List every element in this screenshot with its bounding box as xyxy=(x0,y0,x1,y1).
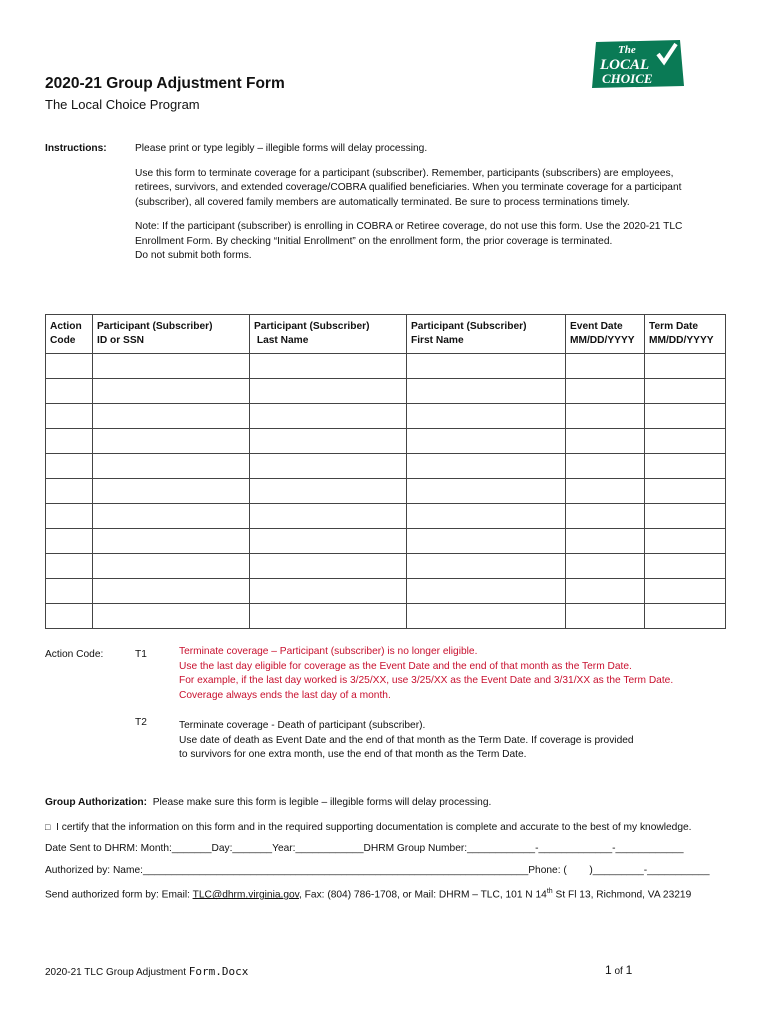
svg-text:CHOICE: CHOICE xyxy=(602,71,653,86)
last-name-cell[interactable] xyxy=(250,554,407,579)
first-name-cell[interactable] xyxy=(407,454,566,479)
first-name-cell[interactable] xyxy=(407,579,566,604)
authorized-by-line[interactable]: Authorized by: Name:____________________________________________________________________Phone: ( )_________-___________ xyxy=(45,865,710,876)
term-date-cell[interactable] xyxy=(645,429,726,454)
action-code-cell[interactable] xyxy=(46,404,93,429)
first-name-cell[interactable] xyxy=(407,479,566,504)
action-code-t1: T1 xyxy=(135,649,147,660)
action-code-cell[interactable] xyxy=(46,429,93,454)
date-sent-line[interactable]: Date Sent to DHRM: Month:_______Day:_______Year:____________DHRM Group Number:____________-_____________-____________ xyxy=(45,843,684,854)
term-date-cell[interactable] xyxy=(645,529,726,554)
last-name-cell[interactable] xyxy=(250,529,407,554)
action-code-cell[interactable] xyxy=(46,479,93,504)
action-code-t1-description: Terminate coverage – Participant (subscriber) is no longer eligible. Use the last day eligible for coverage as the Event Date and the end of that month as the Term Date. For example, if the last day worked is 3/25/XX, use 3/25/XX as the Event Date and 3/31/XX as the Term Date. Coverage always ends the last day of a month. xyxy=(179,646,674,701)
table-row xyxy=(46,354,726,379)
the-local-choice-logo xyxy=(588,38,686,90)
table-row xyxy=(46,604,726,629)
action-code-cell[interactable] xyxy=(46,529,93,554)
certify-statement: □ I certify that the information on this form and in the required supporting documentation is complete and accurate to the best of my knowledge. xyxy=(45,822,692,833)
id-ssn-cell[interactable] xyxy=(93,354,250,379)
term-date-cell[interactable] xyxy=(645,454,726,479)
group-authorization: Group Authorization: Please make sure this form is legible – illegible forms will delay processing. xyxy=(45,797,492,808)
header-term-date: Term Date MM/DD/YYYY xyxy=(645,315,726,354)
action-code-cell[interactable] xyxy=(46,454,93,479)
table-row xyxy=(46,554,726,579)
table-row xyxy=(46,404,726,429)
instructions-paragraph-1: Please print or type legibly – illegible forms will delay processing. xyxy=(135,143,428,154)
first-name-cell[interactable] xyxy=(407,354,566,379)
event-date-cell[interactable] xyxy=(566,429,645,454)
event-date-cell[interactable] xyxy=(566,354,645,379)
id-ssn-cell[interactable] xyxy=(93,379,250,404)
first-name-cell[interactable] xyxy=(407,529,566,554)
first-name-cell[interactable] xyxy=(407,554,566,579)
id-ssn-cell[interactable] xyxy=(93,404,250,429)
term-date-cell[interactable] xyxy=(645,504,726,529)
last-name-cell[interactable] xyxy=(250,454,407,479)
page-number: 1 of 1 xyxy=(605,963,633,977)
first-name-cell[interactable] xyxy=(407,604,566,629)
action-code-cell[interactable] xyxy=(46,579,93,604)
footer-filename: 2020-21 TLC Group Adjustment Form.Docx xyxy=(45,965,249,978)
term-date-cell[interactable] xyxy=(645,379,726,404)
svg-text:LOCAL: LOCAL xyxy=(600,57,650,73)
id-ssn-cell[interactable] xyxy=(93,454,250,479)
id-ssn-cell[interactable] xyxy=(93,529,250,554)
page-subtitle: The Local Choice Program xyxy=(45,97,200,112)
last-name-cell[interactable] xyxy=(250,504,407,529)
table-header-row xyxy=(46,315,726,354)
action-code-cell[interactable] xyxy=(46,354,93,379)
last-name-cell[interactable] xyxy=(250,579,407,604)
action-code-cell[interactable] xyxy=(46,379,93,404)
table-row xyxy=(46,529,726,554)
id-ssn-cell[interactable] xyxy=(93,504,250,529)
event-date-cell[interactable] xyxy=(566,579,645,604)
term-date-cell[interactable] xyxy=(645,554,726,579)
id-ssn-cell[interactable] xyxy=(93,479,250,504)
header-id-ssn: Participant (Subscriber) ID or SSN xyxy=(93,315,250,354)
table-row xyxy=(46,504,726,529)
term-date-cell[interactable] xyxy=(645,479,726,504)
event-date-cell[interactable] xyxy=(566,604,645,629)
id-ssn-cell[interactable] xyxy=(93,579,250,604)
instructions-body xyxy=(135,142,695,264)
email-link[interactable]: TLC@dhrm.virginia.gov xyxy=(192,889,300,901)
action-code-cell[interactable] xyxy=(46,554,93,579)
last-name-cell[interactable] xyxy=(250,379,407,404)
event-date-cell[interactable] xyxy=(566,379,645,404)
header-event-date: Event Date MM/DD/YYYY xyxy=(566,315,645,354)
action-code-cell[interactable] xyxy=(46,604,93,629)
last-name-cell[interactable] xyxy=(250,604,407,629)
last-name-cell[interactable] xyxy=(250,404,407,429)
action-code-label: Action Code: xyxy=(45,649,104,660)
action-code-t2: T2 xyxy=(135,717,147,728)
event-date-cell[interactable] xyxy=(566,479,645,504)
header-action-code: Action Code xyxy=(46,315,93,354)
first-name-cell[interactable] xyxy=(407,504,566,529)
id-ssn-cell[interactable] xyxy=(93,554,250,579)
instructions-note: Note: If the participant (subscriber) is enrolling in COBRA or Retiree coverage, do not use this form. Use the 2020-21 TLC Enrollment Form. By checking “Initial Enrollment” on the enrollment form, the prior coverage is terminated. Do not submit both forms. xyxy=(135,221,683,261)
first-name-cell[interactable] xyxy=(407,379,566,404)
instructions-paragraph-2: Use this form to terminate coverage for a participant (subscriber). Remember, participants (subscribers) are employees, retirees, survivors, and extended coverage/COBRA qualified beneficiaries. When you terminate coverage for a participant (subscriber), all covered family members are automatically terminated. Be sure to process terminations timely. xyxy=(135,167,682,208)
svg-text:The: The xyxy=(618,44,636,56)
event-date-cell[interactable] xyxy=(566,454,645,479)
term-date-cell[interactable] xyxy=(645,354,726,379)
first-name-cell[interactable] xyxy=(407,404,566,429)
term-date-cell[interactable] xyxy=(645,404,726,429)
term-date-cell[interactable] xyxy=(645,604,726,629)
table-row xyxy=(46,379,726,404)
instructions-label: Instructions: xyxy=(45,143,107,154)
first-name-cell[interactable] xyxy=(407,429,566,454)
action-code-t2-description: Terminate coverage - Death of participant (subscriber). Use date of death as Event Date and the end of that month as the Term Date. If coverage is provided to survivors for one extra month, use the end of that month as the Term Date. xyxy=(179,720,634,760)
table-row xyxy=(46,579,726,604)
termination-table xyxy=(45,314,726,629)
send-form-line: Send authorized form by: Email: TLC@dhrm.virginia.gov, Fax: (804) 786-1708, or Mail: DHRM – TLC, 101 N 14th St Fl 13, Richmond, VA 23219 xyxy=(45,888,692,901)
header-first-name: Participant (Subscriber) First Name xyxy=(407,315,566,354)
event-date-cell[interactable] xyxy=(566,504,645,529)
table-row xyxy=(46,454,726,479)
page-title: 2020-21 Group Adjustment Form xyxy=(45,75,285,92)
last-name-cell[interactable] xyxy=(250,354,407,379)
action-code-cell[interactable] xyxy=(46,504,93,529)
table-row xyxy=(46,479,726,504)
id-ssn-cell[interactable] xyxy=(93,429,250,454)
term-date-cell[interactable] xyxy=(645,579,726,604)
id-ssn-cell[interactable] xyxy=(93,604,250,629)
group-authorization-label: Group Authorization: xyxy=(45,797,148,808)
last-name-cell[interactable] xyxy=(250,479,407,504)
event-date-cell[interactable] xyxy=(566,529,645,554)
header-last-name: Participant (Subscriber) Last Name xyxy=(250,315,407,354)
certify-checkbox[interactable]: □ xyxy=(45,822,51,832)
event-date-cell[interactable] xyxy=(566,404,645,429)
last-name-cell[interactable] xyxy=(250,429,407,454)
table-row xyxy=(46,429,726,454)
event-date-cell[interactable] xyxy=(566,554,645,579)
